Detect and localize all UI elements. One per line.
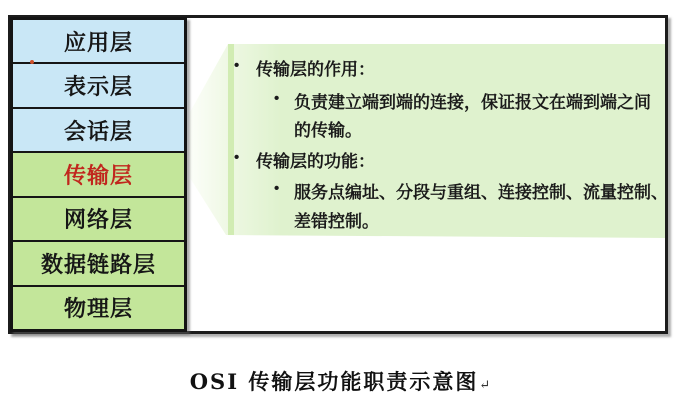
layer-row-transport (13, 153, 184, 197)
layer-row-session (13, 109, 184, 153)
callout-section1-title: 传输层的作用： (256, 60, 375, 79)
osi-layer-stack (10, 17, 187, 332)
callout-section1-detail-line2: 的传输。 (294, 121, 362, 140)
layer-row-physical (13, 287, 184, 329)
callout-section2-detail-line1: 服务点编址、分段与重组、连接控制、流量控制、 (294, 183, 668, 202)
layer-row-application (13, 20, 184, 64)
layer-label-presentation: 表示层 (63, 74, 133, 100)
paragraph-mark-icon: ↵ (479, 378, 491, 393)
bullet-icon: • (234, 149, 240, 166)
layer-label-session: 会话层 (63, 118, 133, 144)
bullet-icon: • (234, 57, 240, 74)
bullet-icon: • (274, 180, 280, 197)
layer-label-datalink: 数据链路层 (40, 251, 156, 277)
layer-label-transport: 传输层 (63, 162, 133, 188)
layer-label-application: 应用层 (63, 29, 133, 55)
layer-label-network: 网络层 (63, 207, 133, 233)
layer-label-physical: 物理层 (63, 296, 133, 322)
layer-row-datalink (13, 242, 184, 286)
red-dot-mark (30, 60, 34, 64)
layer-row-network (13, 198, 184, 242)
layer-row-presentation (13, 64, 184, 108)
figure-caption-text: OSI 传输层功能职责示意图 (189, 369, 479, 394)
figure-caption (0, 366, 680, 396)
callout-section1-detail-line1: 负责建立端到端的连接，保证报文在端到端之间 (294, 93, 651, 112)
bullet-icon: • (274, 90, 280, 107)
callout-section2-detail-line2: 差错控制。 (294, 212, 379, 231)
callout-section2-title: 传输层的功能： (256, 152, 375, 171)
